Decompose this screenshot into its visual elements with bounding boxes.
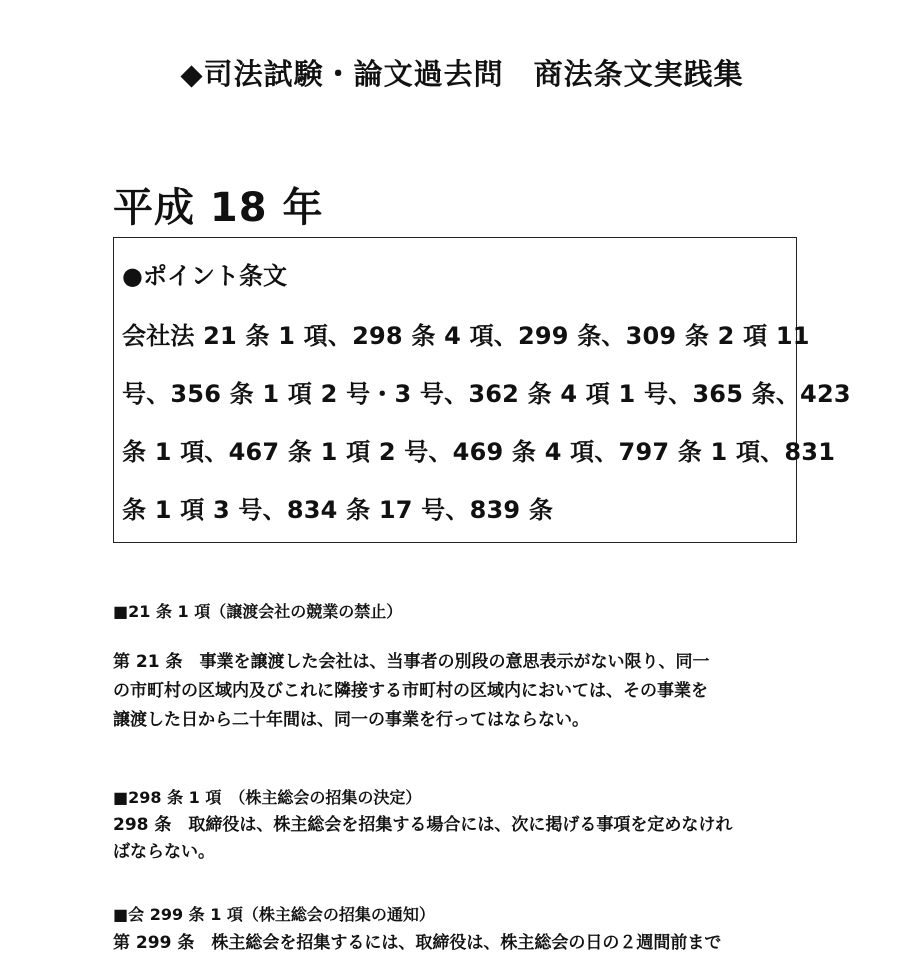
section-heading-art21: ■21 条 1 項（譲渡会社の競業の禁止） [113,602,403,621]
section-body-art298 [113,812,813,866]
section-body-art299 [113,929,813,958]
year-heading: 平成 18 年 [113,185,324,231]
article-text-line: 第 21 条 事業を譲渡した会社は、当事者の別段の意思表示がない限り、同一 [113,652,710,672]
point-articles-line: 号、356 条 1 項 2 号・3 号、362 条 4 項 1 号、365 条、423 [122,380,851,408]
point-articles-line: 条 1 項、467 条 1 項 2 号、469 条 4 項、797 条 1 項、831 [122,438,836,466]
article-text-line: 第 299 条 株主総会を招集するには、取締役は、株主総会の日の２週間前まで [113,933,722,953]
section-heading-art298: ■298 条 1 項 （株主総会の招集の決定） [113,788,422,807]
point-articles-line: 条 1 項 3 号、834 条 17 号、839 条 [122,496,554,524]
article-text-line: の市町村の区域内及びこれに隣接する市町村の区域内においては、その事業を [113,681,708,701]
point-articles-title: ●ポイント条文 [122,262,287,290]
article-text-line: 譲渡した日から二十年間は、同一の事業を行ってはならない。 [113,710,589,730]
article-text-line: 298 条 取締役は、株主総会を招集する場合には、次に掲げる事項を定めなけれ [113,815,733,835]
section-body-art21 [113,648,813,735]
point-articles-line: 会社法 21 条 1 項、298 条 4 項、299 条、309 条 2 項 11 [122,322,810,350]
point-articles-box [113,237,851,543]
section-heading-art299: ■会 299 条 1 項（株主総会の招集の通知） [113,905,435,924]
article-text-line: ばならない。 [113,842,215,862]
document-title: ◆司法試験・論文過去問 商法条文実践集 [180,57,744,91]
